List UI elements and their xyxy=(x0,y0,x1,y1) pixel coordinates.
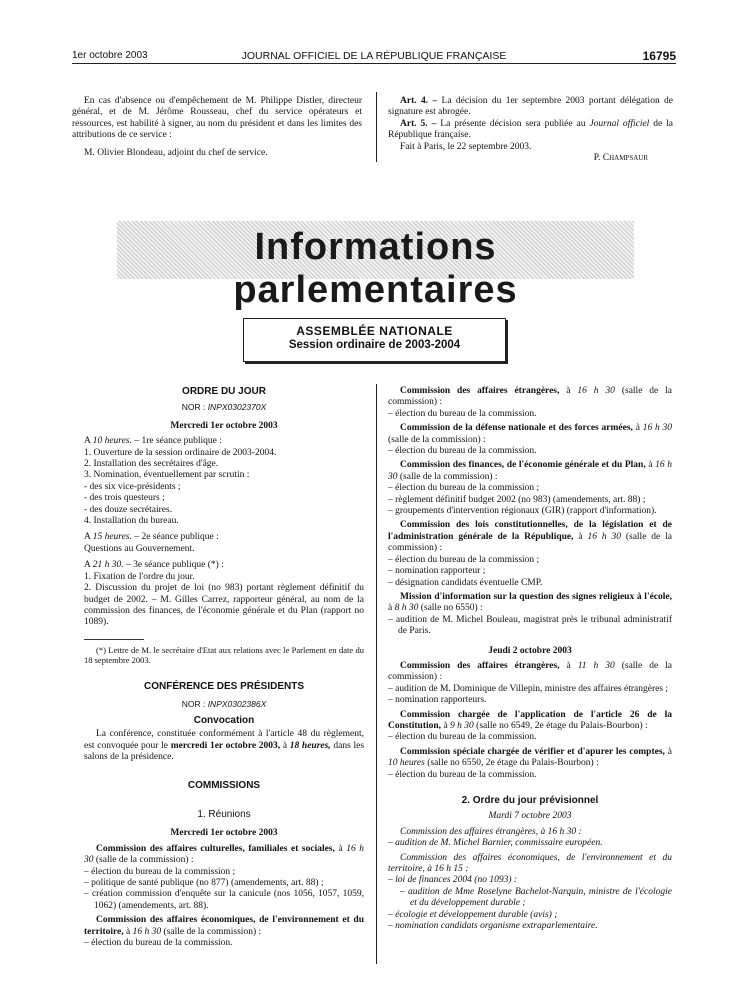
footnote-rule xyxy=(84,639,144,640)
s2-item: Questions au Gouvernement. xyxy=(84,543,195,554)
header-date: 1er octobre 2003 xyxy=(72,50,148,61)
signature: P. Champsaur xyxy=(593,153,648,164)
conv-time: 18 heures, xyxy=(289,740,331,751)
s1-item: 1. Ouverture de la session ordinaire de 2003-2004. xyxy=(84,447,277,458)
seance-2-text: – 2e séance publique : xyxy=(134,532,219,543)
s1-item: - des trois questeurs ; xyxy=(84,493,165,504)
commission-name: Mission d'information sur la question des signes religieux à l'école, xyxy=(400,591,672,602)
agenda-item: – élection du bureau de la commission. xyxy=(388,769,537,780)
conference-nor xyxy=(84,699,364,710)
seance-3-time: 21 h 30. xyxy=(92,560,124,571)
jeudi-title: Jeudi 2 octobre 2003 xyxy=(488,645,572,656)
article-4-label: Art. 4. – xyxy=(400,96,438,106)
commission-time: 16 h 30 xyxy=(84,843,365,866)
nor-label: NOR : xyxy=(181,402,206,413)
s3-item: 2. Discussion du projet de loi (no 983) portant règlement définitif du budget de 2002. – M. Gilles Carrez, rapporteur général, au nom de la commission des finances, de l'économie générale et du Plan (rapport no 1089). xyxy=(84,583,364,628)
agenda-item: – nomination rapporteur ; xyxy=(388,566,486,577)
assemblee-title: ASSEMBLÉE NATIONALE xyxy=(296,324,453,338)
agenda-item: – création commission d'enquête sur la canicule (nos 1056, 1057, 1059, 1062) (amendements, art. 88). xyxy=(84,889,364,911)
commission-name: Commission des affaires culturelles, familiales et sociales, xyxy=(96,843,335,854)
journal-officiel-italic: Journal officiel xyxy=(589,118,650,129)
commission-heading: Commission chargée de l'application de l'article 26 de la Constitution, à 9 h 30 (salle no 6549, 2e étage du Palais-Bourbon) : xyxy=(388,709,672,731)
commission-time: 16 h 30 xyxy=(587,531,621,542)
seance-1-time: 10 heures. xyxy=(92,436,132,447)
seance-3-text: – 3e séance publique (*) : xyxy=(125,560,224,571)
agenda-item: – élection du bureau de la commission ; xyxy=(84,866,236,877)
conv-text: dans les salons de la présidence. xyxy=(84,740,365,763)
seance-3: A 21 h 30. – 3e séance publique (*) : xyxy=(84,560,224,571)
seance-1: A 10 heures. – 1re séance publique : xyxy=(84,436,222,447)
commission-heading: Commission de la défense nationale et des forces armées, à 16 h 30 (salle de la commission) : xyxy=(388,423,673,445)
seance-2: A 15 heures. – 2e séance publique : xyxy=(84,532,219,543)
prev-commission-heading: Commission des affaires étrangères, à 16 h 30 : xyxy=(400,826,582,837)
agenda-item: – règlement définitif budget 2002 (no 983) (amendements, art. 88) ; xyxy=(388,494,646,505)
agenda-item: – politique de santé publique (no 877) (amendements, art. 88) ; xyxy=(84,878,324,888)
article-5 xyxy=(388,119,673,142)
previsionnel-title: 2. Ordre du jour prévisionnel xyxy=(461,795,599,806)
commission-room: (salle de la commission) : xyxy=(399,471,498,482)
page-number: 16795 xyxy=(642,49,676,63)
conference-title: CONFÉRENCE DES PRÉSIDENTS xyxy=(143,681,305,693)
s1-item: - des six vice-présidents ; xyxy=(84,481,181,492)
s3-item: 1. Fixation de l'ordre du jour. xyxy=(84,571,195,582)
commission-room: (salle de la commission) : xyxy=(163,926,262,937)
column-divider-top xyxy=(376,92,377,162)
article-5-text-end: de la République française. xyxy=(388,118,674,141)
banner-title: Informations parlementaires xyxy=(233,226,518,311)
conv-date: mercredi 1er octobre 2003, xyxy=(170,740,281,751)
nor-value: INPX0302386X xyxy=(207,698,267,709)
article-5-label: Art. 5. – xyxy=(400,118,437,129)
commission-room: (salle no 6550, 2e étage du Palais-Bourbon) : xyxy=(427,758,599,769)
agenda-item: – élection du bureau de la commission. xyxy=(388,446,537,457)
commission-time: 10 heures xyxy=(388,758,425,769)
s1-item: 3. Nomination, éventuellement par scrutin : xyxy=(84,470,250,481)
commission-time: 16 h 30 xyxy=(642,423,673,434)
agenda-item: – nomination rapporteurs. xyxy=(388,695,487,706)
commission-time: 16 h 30 xyxy=(132,926,162,937)
nor-label: NOR : xyxy=(181,698,206,709)
ordre-nor xyxy=(84,402,364,413)
left-column xyxy=(84,386,364,949)
s1-item: 2. Installation des secrétaires d'âge. xyxy=(84,459,219,470)
agenda-item: – élection du bureau de la commission ; xyxy=(388,483,540,494)
commission-room: (salle de la commission) : xyxy=(388,386,673,408)
seance-1-text: – 1re séance publique : xyxy=(134,436,222,447)
commission-room: (salle no 6549, 2e étage du Palais-Bourbon) : xyxy=(476,720,648,731)
commission-name: Commission des lois constitutionnelles, de la législation et de l'administration générale de la République, xyxy=(388,520,672,542)
commission-name: Commission des affaires économiques, de l'environnement et du territoire, xyxy=(84,915,364,937)
commission-room: (salle no 6550) : xyxy=(420,603,483,614)
commission-room: (salle de la commission) : xyxy=(95,855,194,866)
delegation-name: M. Olivier Blondeau, adjoint du chef de service. xyxy=(84,147,268,158)
commission-heading: Commission des affaires étrangères, à 11 h 30 (salle de la commission) : xyxy=(388,660,673,683)
s1-item: 4. Installation du bureau. xyxy=(84,516,179,527)
header-rule xyxy=(72,63,676,64)
commission-name: Commission des affaires étrangères, xyxy=(400,386,560,396)
commission-time: 8 h 30 xyxy=(394,603,419,614)
article-4-text: La décision du 1er septembre 2003 portant délégation de signature est abrogée. xyxy=(388,96,673,118)
top-left-block xyxy=(72,96,362,159)
session-title: Session ordinaire de 2003-2004 xyxy=(288,339,461,351)
commission-time: 16 h 30 xyxy=(388,460,672,482)
commission-heading: Commission des finances, de l'économie générale et du Plan, à 16 h 30 (salle de la commission) : xyxy=(388,460,672,482)
agenda-item: – désignation candidats éventuelle CMP. xyxy=(388,577,543,588)
commission-name: Commission de la défense nationale et des forces armées, xyxy=(400,423,633,434)
agenda-item: – élection du bureau de la commission. xyxy=(84,938,233,949)
agenda-item: – nomination candidats organisme extraparlementaire. xyxy=(388,921,598,932)
delegation-paragraph: En cas d'absence ou d'empêchement de M. Philippe Distler, directeur général, et de M. Jérôme Rousseau, chef du service opérateurs et ressources, est habilité à signer, au nom du président et dans les limites des attributions de ce service : xyxy=(72,96,362,141)
commission-time: 11 h 30 xyxy=(577,660,615,671)
right-column xyxy=(388,386,672,932)
commission-heading: Commission spéciale chargée de vérifier et d'apurer les comptes, à 10 heures (salle no 6550, 2e étage du Palais-Bourbon) : xyxy=(388,746,673,769)
commission-name: Commission des finances, de l'économie générale et du Plan, xyxy=(400,460,646,471)
commission-heading: Commission des affaires culturelles, familiales et sociales, à 16 h 30 (salle de la commission) : xyxy=(84,843,365,866)
article-5-text: La présente décision sera publiée au xyxy=(440,118,586,129)
assemblee-box xyxy=(243,318,506,362)
commission-heading: Commission des affaires économiques, de l'environnement et du territoire, à 16 h 30 (salle de la commission) : xyxy=(84,915,364,937)
running-header xyxy=(72,47,676,67)
commission-name: Commission spéciale chargée de vérifier et d'apurer les comptes, xyxy=(400,746,665,757)
convocation-text xyxy=(84,729,364,763)
s1-item: - des douze secrétaires. xyxy=(84,504,173,515)
commission-heading: Commission des affaires étrangères, à 16 h 30 (salle de la commission) : xyxy=(388,386,673,408)
article-4 xyxy=(388,96,673,119)
commission-name: Commission chargée de l'application de l'article 26 de la Constitution, xyxy=(388,709,672,731)
mardi-title: Mardi 7 octobre 2003 xyxy=(488,811,572,822)
footnote: (*) Lettre de M. le secrétaire d'Etat aux relations avec le Parlement en date du 18 septembre 2003. xyxy=(84,644,364,665)
mercredi-reunions-title: Mercredi 1er octobre 2003 xyxy=(170,828,278,839)
column-divider xyxy=(376,384,377,964)
section-banner xyxy=(117,221,634,311)
agenda-item: – loi de finances 2004 (no 1093) : xyxy=(388,875,518,886)
commission-time: 16 h 30 xyxy=(577,386,615,396)
ordre-du-jour-title: ORDRE DU JOUR xyxy=(182,386,266,397)
agenda-item: – élection du bureau de la commission ; xyxy=(388,554,540,565)
agenda-item: – écologie et développement durable (avis) ; xyxy=(388,909,558,920)
agenda-item: – élection du bureau de la commission. xyxy=(388,408,537,419)
agenda-item: – audition de M. Michel Barnier, commissaire européen. xyxy=(388,838,603,849)
commission-time: 9 h 30 xyxy=(450,720,474,731)
agenda-item: – audition de M. Michel Bouleau, magistrat près le tribunal administratif de Paris. xyxy=(388,614,672,637)
journal-title: JOURNAL OFFICIEL DE LA RÉPUBLIQUE FRANÇAISE xyxy=(241,50,507,62)
nor-value: INPX0302370X xyxy=(207,402,267,413)
commission-name: Commission des affaires étrangères, xyxy=(400,660,560,671)
commission-room: (salle de la commission) : xyxy=(388,660,673,683)
commission-room: (salle de la commission) : xyxy=(388,531,672,554)
seance-2-time: 15 heures. xyxy=(92,532,132,543)
top-right-block xyxy=(388,96,673,164)
conv-text: à xyxy=(282,740,288,751)
agenda-item: – audition de M. Dominique de Villepin, ministre des affaires étrangères ; xyxy=(388,683,669,694)
commission-heading: Mission d'information sur la question des signes religieux à l'école, à 8 h 30 (salle no 6550) : xyxy=(388,591,672,614)
commissions-title: COMMISSIONS xyxy=(187,779,261,791)
prev-commission-heading: Commission des affaires économiques, de l'environnement et du territoire, à 16 h 15 : xyxy=(388,852,672,875)
reunions-title: 1. Réunions xyxy=(197,808,251,820)
fait-a-paris: Fait à Paris, le 22 septembre 2003. xyxy=(400,141,532,152)
agenda-item: – élection du bureau de la commission. xyxy=(388,732,537,743)
convocation-title: Convocation xyxy=(193,714,255,726)
agenda-subitem: – audition de Mme Roselyne Bachelot-Narquin, ministre de l'écologie et du développement durable ; xyxy=(400,886,672,909)
agenda-item: – groupements d'intervention régionaux (GIR) (rapport d'information). xyxy=(388,506,657,517)
mercredi-title: Mercredi 1er octobre 2003 xyxy=(170,420,278,431)
conv-text: La conférence, constituée conformément à l'article 48 du règlement, est convoquée pour le xyxy=(84,729,364,751)
commission-heading: Commission des lois constitutionnelles, de la législation et de l'administration générale de la République, à 16 h 30 (salle de la commission) : xyxy=(388,520,672,554)
commission-room: (salle de la commission) : xyxy=(388,434,486,445)
